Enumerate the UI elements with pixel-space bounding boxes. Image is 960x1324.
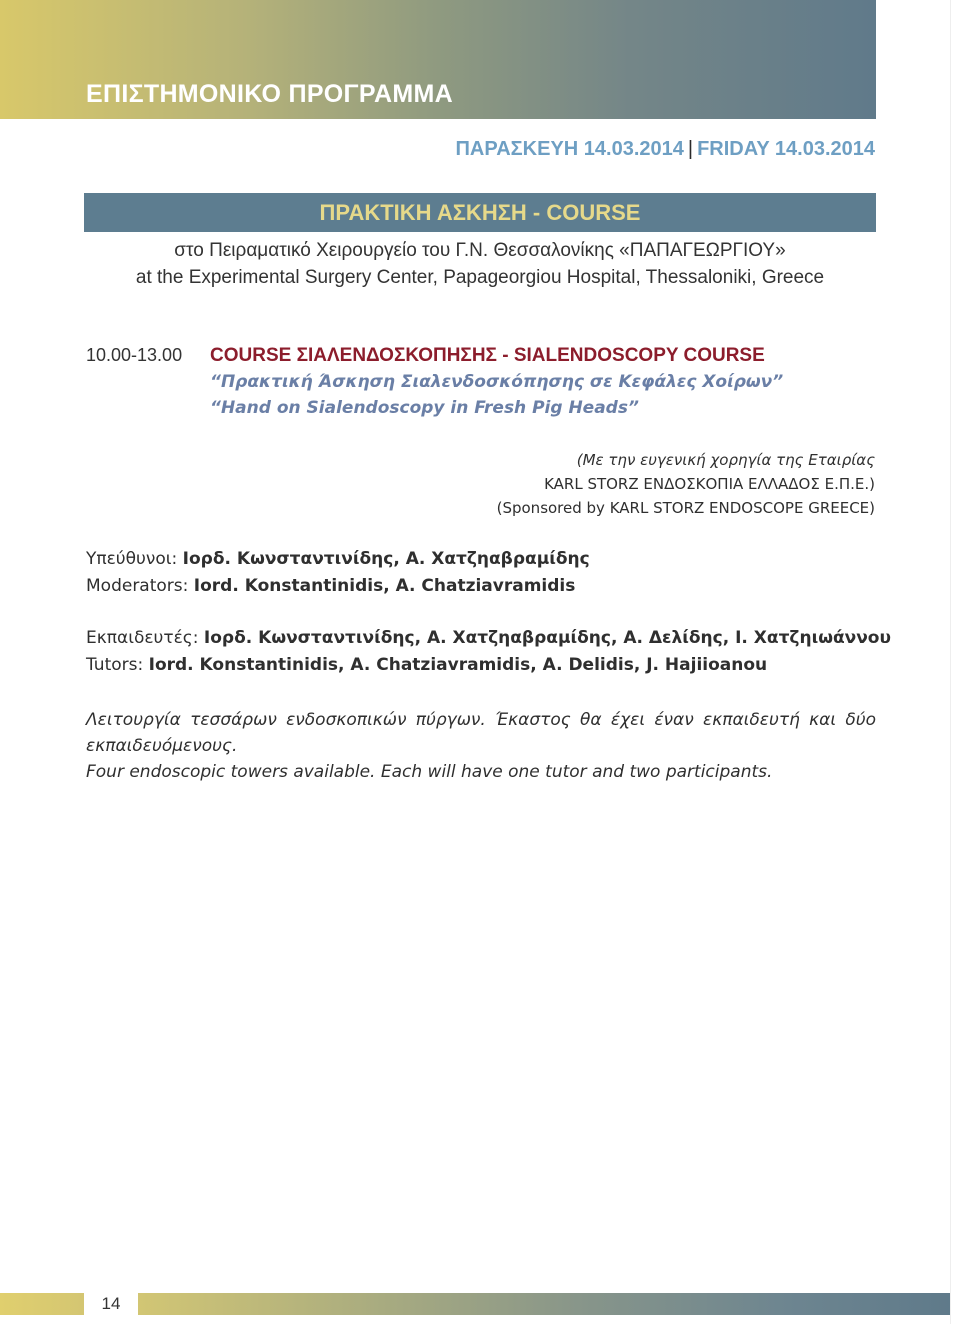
sponsor-english: (Sponsored by KARL STORZ ENDOSCOPE GREECE) [496,499,875,517]
course-banner [84,193,876,232]
session-title: COURSE ΣΙΑΛΕΝΔΟΣΚΟΠΗΣΗΣ - SIALENDOSCOPY COURSE [210,345,765,366]
venue-english: at the Experimental Surgery Center, Papageorgiou Hospital, Thessaloniki, Greece [135,267,825,288]
responsible-label: Υπεύθυνοι: [86,549,178,569]
responsible-line [86,549,590,569]
page-title: ΕΠΙΣΤΗΜΟΝΙΚΟ ΠΡΟΓΡΑΜΜΑ [86,80,453,108]
tutors-label: Tutors: [86,655,144,675]
responsible-names: Ιορδ. Κωνσταντινίδης, Α. Χατζηαβραμίδης [182,549,590,569]
session-time: 10.00-13.00 [86,345,183,365]
date-greek: ΠΑΡΑΣΚΕΥΗ 14.03.2014 [455,138,684,160]
sponsor-greek-line2: KARL STORZ ΕΝΔΟΣΚΟΠΙΑ ΕΛΛΑΔΟΣ Ε.Π.Ε.) [544,475,875,493]
date-separator: | [687,138,694,160]
note-english: Four endoscopic towers available. Each will have one tutor and two participants. [86,762,773,782]
venue-greek: στο Πειραματικό Χειρουργείο του Γ.Ν. Θεσσαλονίκης «ΠΑΠΑΓΕΩΡΓΙΟΥ» [174,240,786,261]
note-greek-line1: Λειτουργία τεσσάρων ενδοσκοπικών πύργων. Έκαστος θα έχει έναν εκπαιδευτή και δύο [86,710,876,730]
note-greek-line2: εκπαιδευόμενους. [86,736,238,756]
instructors-names: Ιορδ. Κωνσταντινίδης, Α. Χατζηαβραμίδης, Α. Δελίδης, Ι. Χατζηιωάννου [203,628,891,648]
footer-band-right [138,1293,950,1315]
moderators-names: Iord. Konstantinidis, A. Chatziavramidis [193,576,576,596]
page-number: 14 [101,1294,121,1313]
date-english: FRIDAY 14.03.2014 [697,138,875,160]
tutors-line [86,655,767,675]
instructors-label: Εκπαιδευτές: [86,628,199,648]
session-subtitle-greek: “Πρακτική Άσκηση Σιαλενδοσκόπησης σε Κεφάλες Χοίρων” [210,372,784,392]
sponsor-greek-line1: (Με την ευγενική χορηγία της Εταιρίας [576,451,875,469]
tutors-names: Iord. Konstantinidis, A. Chatziavramidis, A. Delidis, J. Hajiioanou [148,655,768,675]
session-subtitle-english: “Hand on Sialendoscopy in Fresh Pig Heads” [210,398,639,418]
moderators-label: Moderators: [86,576,189,596]
date-line [455,138,875,161]
page-edge [950,0,960,1324]
instructors-line [86,628,891,648]
course-banner-title: ΠΡΑΚΤΙΚΗ ΑΣΚΗΣΗ - COURSE [319,200,641,225]
moderators-line [86,576,575,596]
footer-band-left [0,1293,84,1315]
